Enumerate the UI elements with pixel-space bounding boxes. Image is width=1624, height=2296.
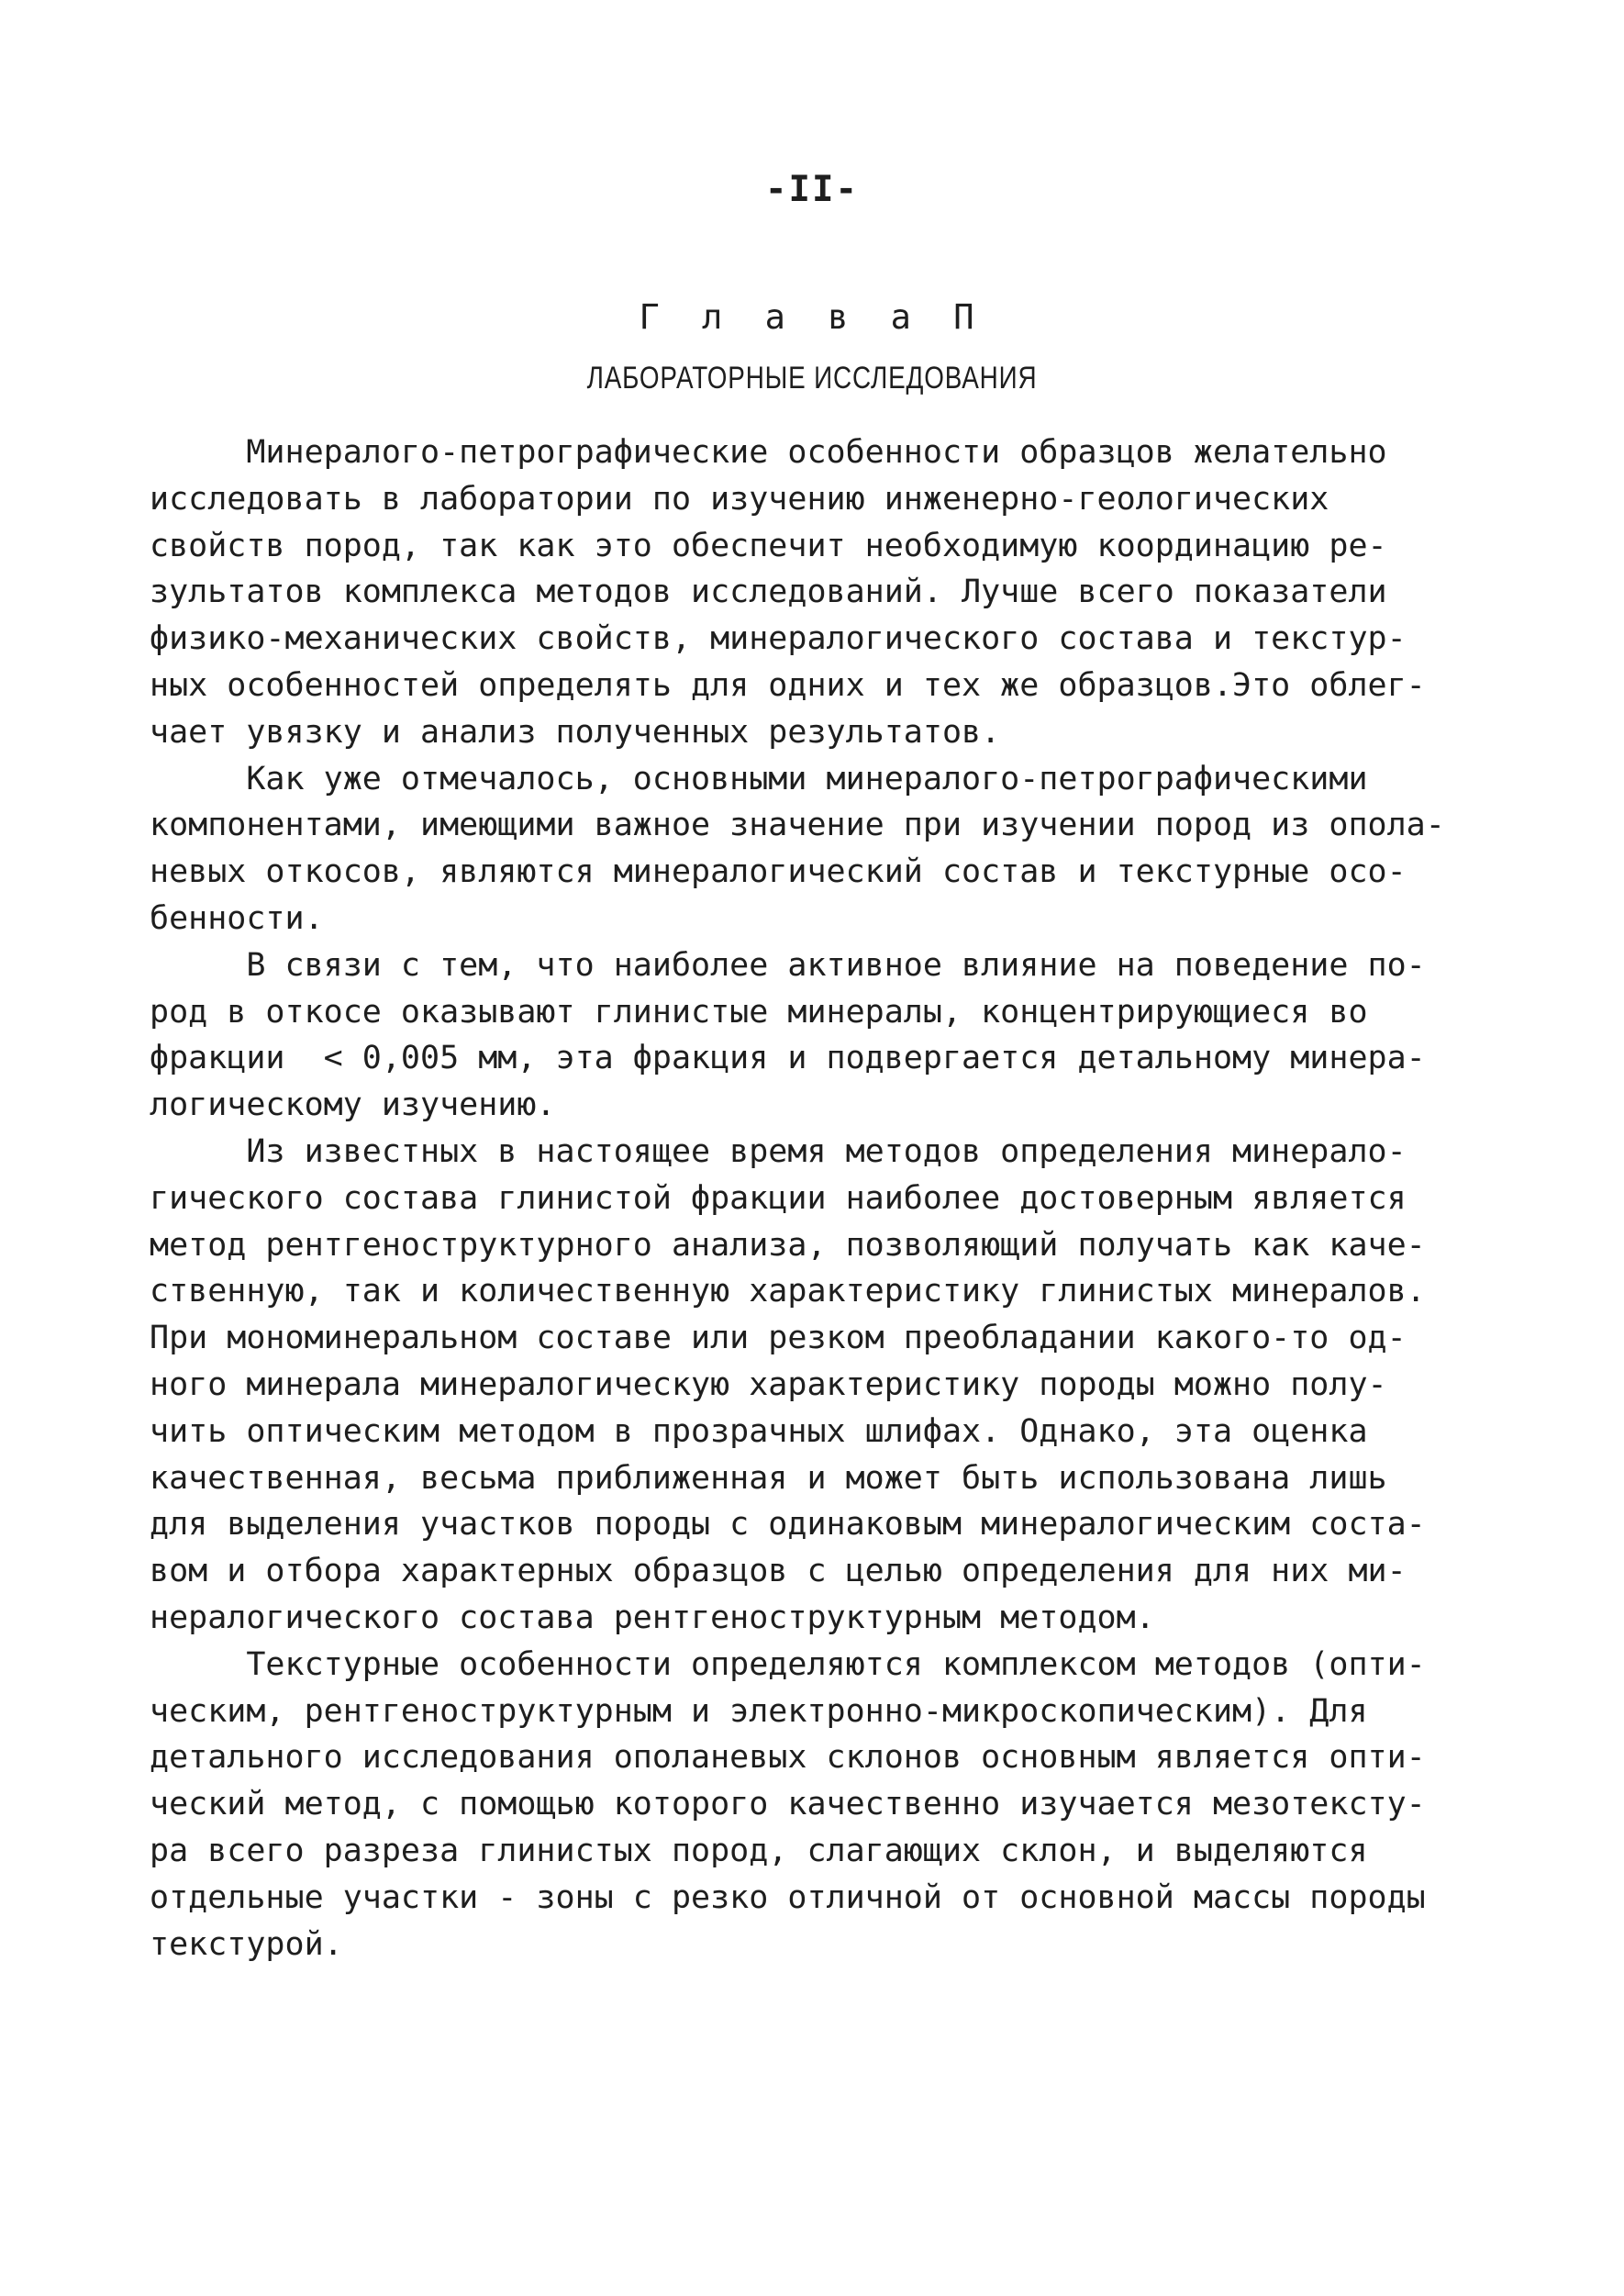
text-line: Из известных в настоящее время методов определения минерало- [150,1132,1407,1170]
text-line: свойств пород, так как это обеспечит необходимую координацию ре- [150,527,1387,564]
text-line: компонентами, имеющими важное значение при изучении пород из опола- [150,807,1445,844]
chapter-title: Г л а в а П [639,297,985,337]
text-line: текстурой. [150,1925,343,1963]
text-line: ра всего разреза глинистых пород, слагающих склон, и выделяются [150,1832,1368,1869]
text-line: фракции < 0,005 мм, эта фракция и подвергается детальному минера- [150,1040,1426,1077]
text-line: ственную, так и количественную характеристику глинистых минералов. [150,1273,1426,1310]
text-line: ного минерала минералогическую характеристику породы можно полу- [150,1365,1387,1403]
text-line: физико-механических свойств, минералогического состава и текстур- [150,620,1407,658]
text-line: для выделения участков породы с одинаковым минералогическим соста- [150,1506,1426,1544]
text-line: Минералого-петрографические особенности образцов желательно [150,434,1387,471]
text-line: вом и отбора характерных образцов с целью определения для них ми- [150,1553,1407,1590]
text-line: род в откосе оказывают глинистые минералы, концентрирующиеся во [150,993,1368,1031]
text-line: ческим, рентгеноструктурным и электронно-микроскопическим). Для [150,1692,1368,1730]
text-line: чить оптическим методом в прозрачных шлифах. Однако, эта оценка [150,1412,1368,1450]
text-line: ческий метод, с помощью которого качественно изучается мезотексту- [150,1786,1426,1823]
text-line: невых откосов, являются минералогический состав и текстурные осо- [150,853,1407,891]
text-line: качественная, весьма приближенная и может быть использована лишь [150,1459,1387,1497]
text-line: отдельные участки - зоны с резко отличной от основной массы породы [150,1878,1426,1916]
text-line: чает увязку и анализ полученных результатов. [150,713,1001,751]
page-number: -II- [765,169,859,210]
text-line: метод рентгеноструктурного анализа, позволяющий получать как каче- [150,1226,1426,1264]
text-line: логическому изучению. [150,1087,556,1124]
text-line: В связи с тем, что наиболее активное влияние на поведение по- [150,946,1426,984]
text-line: бенности. [150,899,324,937]
text-line: ных особенностей определять для одних и тех же образцов.Это облег- [150,666,1426,704]
chapter-subtitle: ЛАБОРАТОРНЫЕ ИССЛЕДОВАНИЯ [586,361,1038,396]
body-text [150,429,1445,1967]
text-line: гического состава глинистой фракции наиболее достоверным является [150,1179,1407,1217]
text-line: детального исследования ополаневых склонов основным является опти- [150,1739,1426,1777]
text-line: зультатов комплекса методов исследований. Лучше всего показатели [150,574,1387,611]
text-line: При мономинеральном составе или резком преобладании какого-то од- [150,1320,1407,1357]
text-line: исследовать в лаборатории по изучению инженерно-геологических [150,480,1329,518]
text-line: Как уже отмечалось, основными минералого-петрографическими [150,760,1368,797]
text-line: Текстурные особенности определяются комплексом методов (опти- [150,1645,1426,1683]
text-line: нералогического состава рентгеноструктурным методом. [150,1599,1155,1636]
